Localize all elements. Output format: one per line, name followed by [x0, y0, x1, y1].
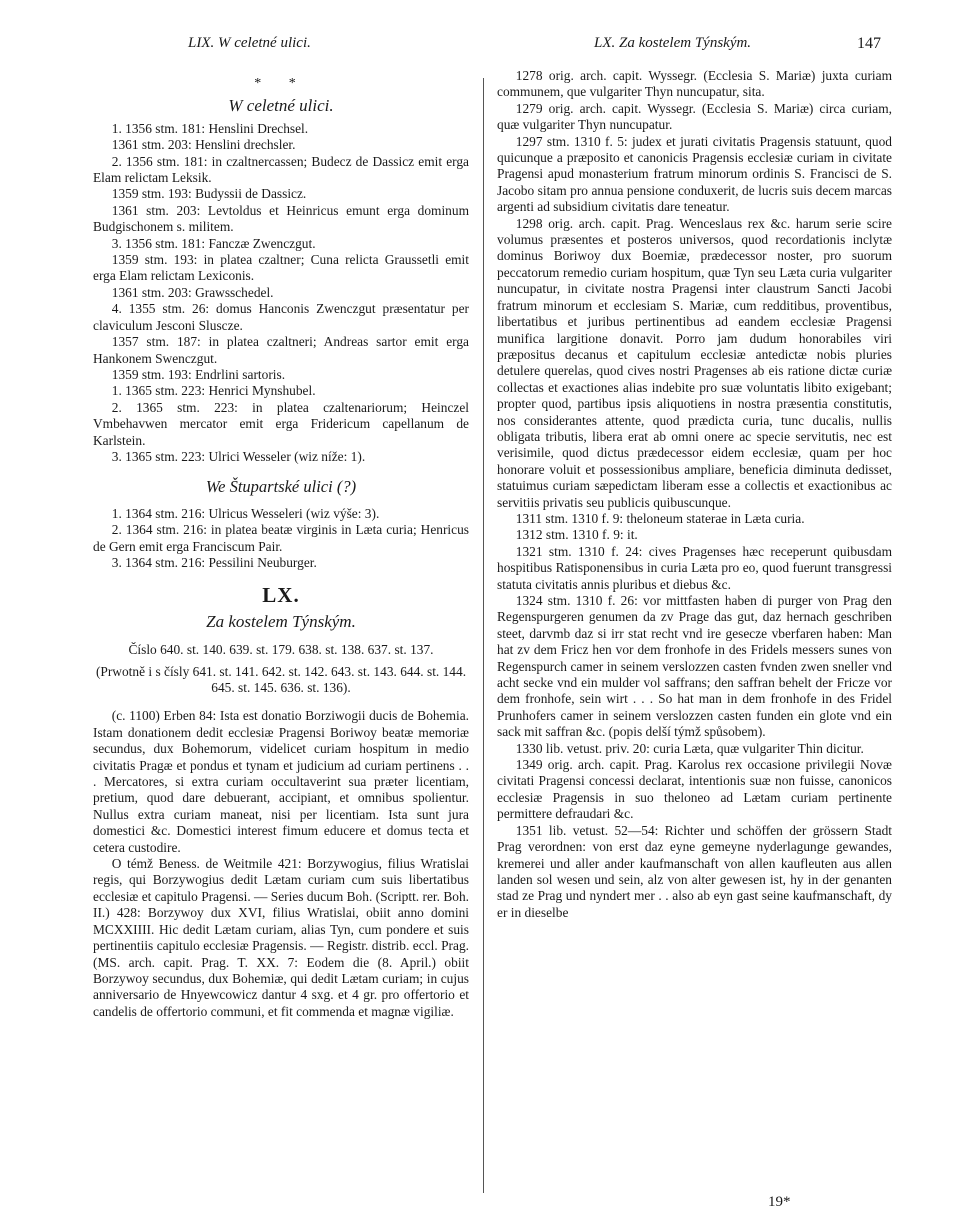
right-column: [497, 68, 892, 921]
paragraph: 1278 orig. arch. capit. Wyssegr. (Ecclesia S. Mariæ) juxta curiam communem, que vulgariter Thyn nuncupatur, sita.: [497, 68, 892, 100]
number-line: Číslo 640. st. 140. 639. st. 179. 638. st. 138. 637. st. 137.: [128, 642, 434, 658]
entry: 1. 1365 stm. 223: Henrici Mynshubel.: [111, 383, 316, 399]
entry: 1359 stm. 193: in platea czaltner; Cuna relicta Graussetli emit erga Elam relictam Lexiconis.: [93, 252, 469, 284]
entry: 2. 1356 stm. 181: in czaltnercassen; Budecz de Dassicz emit erga Elam relictam Leksik.: [93, 153, 469, 186]
entry: 2. 1365 stm. 223: in platea czaltenariorum; Heinczel Vmbehavwen mercator emit erga Fridericum capellanum de Karlstein.: [93, 399, 469, 448]
entry: 1361 stm. 203: Henslini drechsler.: [111, 137, 296, 153]
paragraph: 1349 orig. arch. capit. Prag. Karolus rex occasione privilegii Novæ civitati Pragensi concessi declarat, intentionis suæ non fuisse, canonicos ecclesiæ Pragensis in suo theloneo ad Lætam curiam pertinente permittere defraudari &c.: [497, 757, 892, 822]
paragraph: 1321 stm. 1310 f. 24: cives Pragenses hæc receperunt quibusdam hospitibus Ratisponensibus in curia Læta pro eo, quod fuerunt transgressi statuta civitatis annis pluribus et diebus &c.: [497, 543, 892, 592]
chapter-title: Za kostelem Týnským.: [206, 611, 356, 631]
entry: 1359 stm. 193: Endrlini sartoris.: [111, 366, 286, 382]
entry: 1357 stm. 187: in platea czaltneri; Andreas sartor emit erga Hankonem Swenczgut.: [93, 334, 469, 366]
paragraph: 1324 stm. 1310 f. 26: vor mittfasten haben di purger von Prag den Regenspurgeren genumen da zv Prage das gut, daz hernach geschriben steet, darvmb daz si irr stat recht vnd ire gesecze vberfaren haben: Man hat zv dem Fricz hen vor dem fronhofe in des Fridels messers sunes von Regenspurch camer in seinem verslozzen casten fvnden zwen sneller vnd acht secke vnd ein mulder vol saffrans; den saffran behelt der Fricze vor dem fronhofe, sein wirt . . . So hat man in dem fronhofe in des Fridel Prunhofers camer in seinem verslozzen casten funden ein glote vnd ein sack mit saffran &c. (popis delší týmž spůsobem).: [497, 593, 892, 740]
entry: 3. 1364 stm. 216: Pessilini Neuburger.: [111, 554, 317, 570]
entry: 1361 stm. 203: Levtoldus et Heinricus emunt erga dominum Budgischonem s. militem.: [93, 202, 469, 235]
left-paragraphs: [93, 708, 469, 1020]
paragraph: 1279 orig. arch. capit. Wyssegr. (Ecclesia S. Mariæ) circa curiam, quæ vulgariter Thyn nuncupatur.: [497, 100, 892, 133]
section-celetna-entries: [93, 121, 469, 466]
entry: 1. 1364 stm. 216: Ulricus Wesseleri (wiz výše: 3).: [111, 505, 380, 521]
column-divider: [483, 78, 484, 1193]
paragraph: 1298 orig. arch. capit. Prag. Wenceslaus rex &c. harum serie scire volumus præsentes et posteros universos, quod recordationis inclytæ dominus Boriwoy dux Boemiæ, prædecessor noster, pro suorum peccatorum remedio curiam hospitum, quæ Tyn seu Læta curia vulgariter nuncupatur, in civitate nostra Pragensi inter claustrum Sancti Jacobi fratrum minorum et ecclesiam S. Mariæ, cum redditibus, proventibus, libertatibus et juribus pertinentibus ad eandem ecclesiæ Pragensi munifica largitione donavit. Porro jam dudum honorabiles viri præpositus decanus et capitulum ecclesiæ antedictæ nobis pluries detulere querelas, quod cives nostri Pragenses ab eis ratione dictæ curiæ collectas et exactiones alias indebite pro suæ voluntatis libito exigebant; propter quod, partibus ipsis aliquotiens in nostra præsentia constitutis, nos considerantes attente, quod prædicta curia, tunc ducalis, nullis obligata tributis, libera erat ab omni onere ac specie servitutis, nec est verisimile, quod dictus prædecessor eidem ecclesiæ, quam per hoc honorare voluit et possessionibus ampliare, beneficia diminuta dedisset, statuimus curiam sæpedictam liberam esse a collectis et exactionibus ac servitiis privatis seu publicis quibuscunque.: [497, 215, 892, 510]
number-references: [93, 642, 469, 696]
signature-mark: 19*: [768, 1194, 791, 1210]
chapter-number: LX.: [262, 583, 300, 608]
entry: 1361 stm. 203: Grawsschedel.: [111, 284, 274, 300]
paragraph: 1297 stm. 1310 f. 5: judex et jurati civitatis Pragensis statuunt, quod quicunque a præposito et canonicis Pragensis ecclesiæ curiam in civitate Pragensi apud monasterium fratrum minorum ordinis S. Francisci de S. Jacobo sitam pro annua pensione conduxerit, de lucris suis decem marcas argenti ad subsidium civitatis dare teneatur.: [497, 133, 892, 215]
page-number: 147: [857, 35, 881, 52]
section-ornament: * *: [254, 76, 308, 91]
number-line: (Prwotně i s čísly 641. st. 141. 642. st. 142. 643. st. 143. 644. st. 144. 645. st. 145. 636. st. 136).: [95, 663, 467, 695]
paragraph: (c. 1100) Erben 84: Ista est donatio Borziwogii ducis de Bohemia. Istam donationem dedit ecclesiæ Pragensi Boriwoy beatæ memoriæ secundus, dux Bohemorum, videlicet curiam hospitum in medio civitatis Pragæ et pondus et tynam et judicium ad curiam pertinens . . . Mercatores, si extra curiam occultaverint sua præter licentiam, pretium, quod dare debuerant, accipiant, et omnibus spolientur. Nullus extra curiam maneat, nisi per licentiam. Ista sunt jura domestici &c. Domestici interest fimum educere et domus tecta et cetera custodire.: [93, 708, 469, 855]
paragraph: O témž Beness. de Weitmile 421: Borzywogius, filius Wratislai regis, qui Borzywogius dedit Lætam curiam cum suis libertatibus ecclesiæ et capitulo Pragensi. — Series ducum Boh. (Scriptt. rer. Boh. II.) 428: Borzywoy dux XVI, filius Wratislai, obiit anno domini MCXXIIII. Hic dedit Lætam curiam, alias Tyn, cum pondere et suis pertinentiis capitulo ecclesiæ Pragensis. — Registr. distrib. eccl. Prag. (MS. arch. capit. Prag. T. XX. 7: Eodem die (8. April.) obiit Borzywoy secundus, dux Bohemiæ, qui dedit Lætam curiam; in cujus anniversario de Hnyewcowicz dantur 4 sxg. et 4 gr. pro offertorio et candelis de offertorio communi, et fit commenda et magnæ vigiliæ.: [93, 856, 469, 1019]
entry: 3. 1356 stm. 181: Fanczæ Zwenczgut.: [111, 235, 316, 251]
entry: 4. 1355 stm. 26: domus Hanconis Zwenczgut præsentatur per claviculum Jesconi Slusczе.: [93, 301, 469, 333]
right-paragraphs: [497, 68, 892, 921]
entry: 2. 1364 stm. 216: in platea beatæ virginis in Læta curia; Henricus de Gern emit erga Franciscum Pair.: [93, 522, 469, 554]
left-column: [93, 68, 469, 1020]
running-header: [0, 35, 960, 57]
header-right: LX. Za kostelem Týnským.: [594, 35, 752, 51]
section-title-stupartska: We Štupartské ulici (?): [205, 477, 357, 497]
entry: 1. 1356 stm. 181: Henslini Drechsel.: [111, 120, 309, 136]
header-left: LIX. W celetné ulici.: [188, 35, 311, 51]
paragraph: 1330 lib. vetust. priv. 20: curia Læta, quæ vulgariter Thin dicitur.: [515, 740, 864, 756]
entry: 1359 stm. 193: Budyssii de Dassicz.: [111, 186, 307, 202]
paragraph: 1311 stm. 1310 f. 9: theloneum staterae in Læta curia.: [515, 510, 805, 526]
section-stupartska-entries: [93, 506, 469, 572]
section-title-celetna: W celetné ulici.: [228, 96, 334, 116]
paragraph: 1351 lib. vetust. 52—54: Richter und schöffen der grössern Stadt Prag verordnen: von erst daz eyne gemeyne nyderlagunge gewandes, kremerei und aller ander kaufmanschaft von allen kaufleuten aus allen landen sol wesen und sein, alz von alter gewesen ist, hy in der genanten stad ze Prag und nyndert mer . . also ab eyn gast seine kaufmanschaft, dy er in dieselbe: [497, 822, 892, 920]
entry: 3. 1365 stm. 223: Ulrici Wesseler (wiz níže: 1).: [111, 448, 366, 464]
paragraph: 1312 stm. 1310 f. 9: it.: [515, 527, 638, 543]
